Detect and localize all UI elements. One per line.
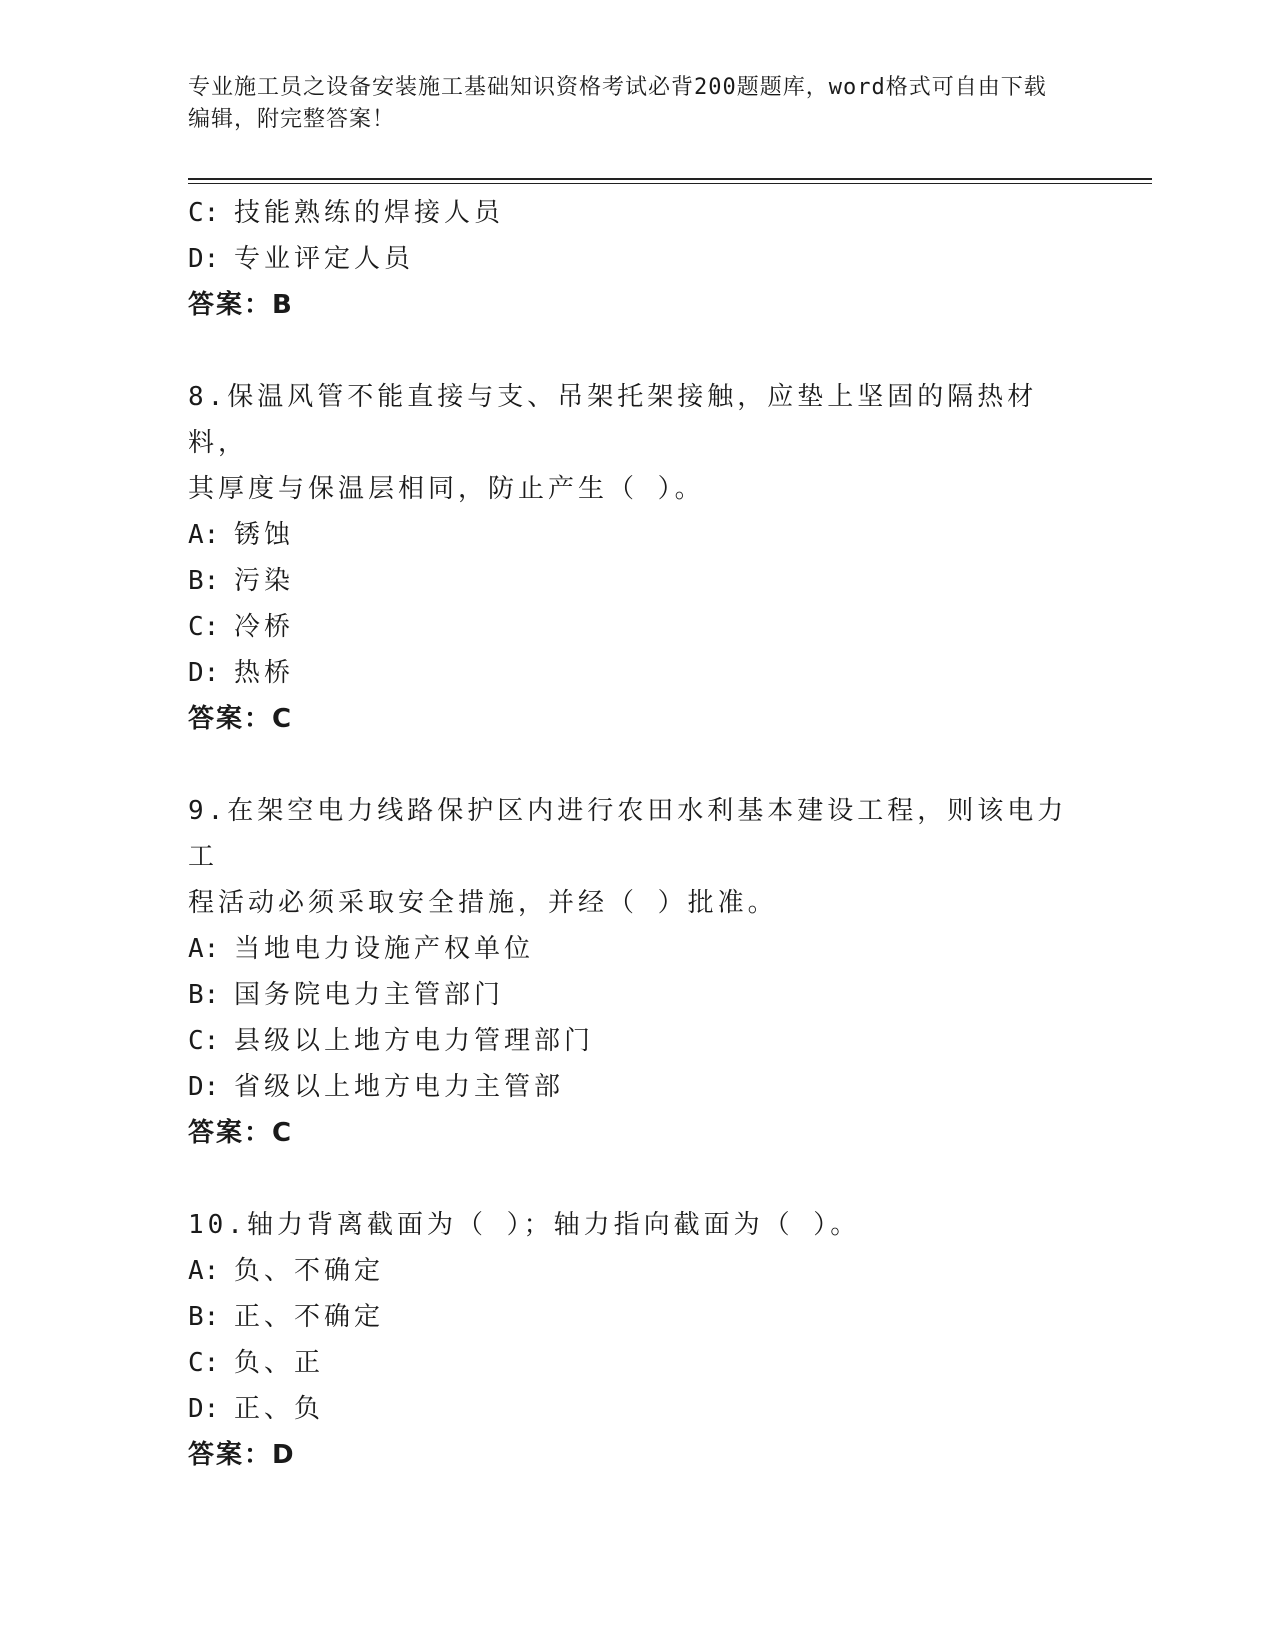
option-label: D:: [188, 658, 220, 688]
option-d: [188, 1064, 1068, 1110]
option-label: C:: [188, 1026, 220, 1056]
option-label: B:: [188, 566, 220, 596]
option-b: [188, 1294, 1068, 1340]
option-text: 正、负: [234, 1394, 325, 1424]
option-text: 热桥: [234, 658, 295, 688]
question-8: [188, 374, 1068, 742]
option-a: [188, 512, 1068, 558]
option-label: D:: [188, 1394, 220, 1424]
answer-line: 答案：C: [188, 1118, 294, 1148]
question-spacer: [188, 328, 1068, 374]
option-label: A:: [188, 1256, 220, 1286]
option-text: 污染: [234, 566, 295, 596]
option-text: 国务院电力主管部门: [234, 980, 505, 1010]
option-text: 负、正: [234, 1348, 325, 1378]
option-text: 技能熟练的焊接人员: [234, 198, 505, 228]
option-text: 当地电力设施产权单位: [234, 934, 535, 964]
question-stem-line: 其厚度与保温层相同，防止产生（ ）。: [188, 474, 705, 504]
option-text: 锈蚀: [234, 520, 295, 550]
document-header-title: 专业施工员之设备安装施工基础知识资格考试必背200题题库，word格式可自由下载编辑，附完整答案！: [188, 75, 1047, 132]
option-c: [188, 1018, 1068, 1064]
option-d: [188, 1386, 1068, 1432]
option-text: 省级以上地方电力主管部: [234, 1072, 565, 1102]
question-stem-line: 10.轴力背离截面为（ ）；轴力指向截面为（ ）。: [188, 1210, 861, 1240]
question-spacer: [188, 742, 1068, 788]
option-label: B:: [188, 980, 220, 1010]
option-a: [188, 1248, 1068, 1294]
continued-question: [188, 190, 1068, 328]
question-10: [188, 1202, 1068, 1478]
header-divider-thin: [188, 183, 1152, 184]
option-b: [188, 972, 1068, 1018]
question-content: [188, 190, 1068, 1478]
option-label: B:: [188, 1302, 220, 1332]
answer-line: 答案：D: [188, 1440, 296, 1470]
option-a: [188, 926, 1068, 972]
option-label: D:: [188, 1072, 220, 1102]
option-text: 冷桥: [234, 612, 295, 642]
option-text: 县级以上地方电力管理部门: [234, 1026, 595, 1056]
option-c: [188, 190, 1068, 236]
option-c: [188, 604, 1068, 650]
option-c: [188, 1340, 1068, 1386]
option-d: [188, 650, 1068, 696]
answer-line: 答案：C: [188, 704, 294, 734]
question-stem-line: 8.保温风管不能直接与支、吊架托架接触，应垫上坚固的隔热材料，: [188, 382, 1038, 458]
option-text: 正、不确定: [234, 1302, 385, 1332]
option-label: C:: [188, 1348, 220, 1378]
option-text: 专业评定人员: [234, 244, 415, 274]
option-d: [188, 236, 1068, 282]
option-label: A:: [188, 520, 220, 550]
option-label: C:: [188, 198, 220, 228]
answer-line: 答案：B: [188, 290, 294, 320]
option-label: A:: [188, 934, 220, 964]
header-divider-thick: [188, 178, 1152, 180]
option-label: D:: [188, 244, 220, 274]
question-9: [188, 788, 1068, 1156]
question-spacer: [188, 1156, 1068, 1202]
question-stem-line: 9.在架空电力线路保护区内进行农田水利基本建设工程，则该电力工: [188, 796, 1068, 872]
option-label: C:: [188, 612, 220, 642]
option-text: 负、不确定: [234, 1256, 385, 1286]
option-b: [188, 558, 1068, 604]
question-stem-line: 程活动必须采取安全措施，并经（ ）批准。: [188, 888, 778, 918]
